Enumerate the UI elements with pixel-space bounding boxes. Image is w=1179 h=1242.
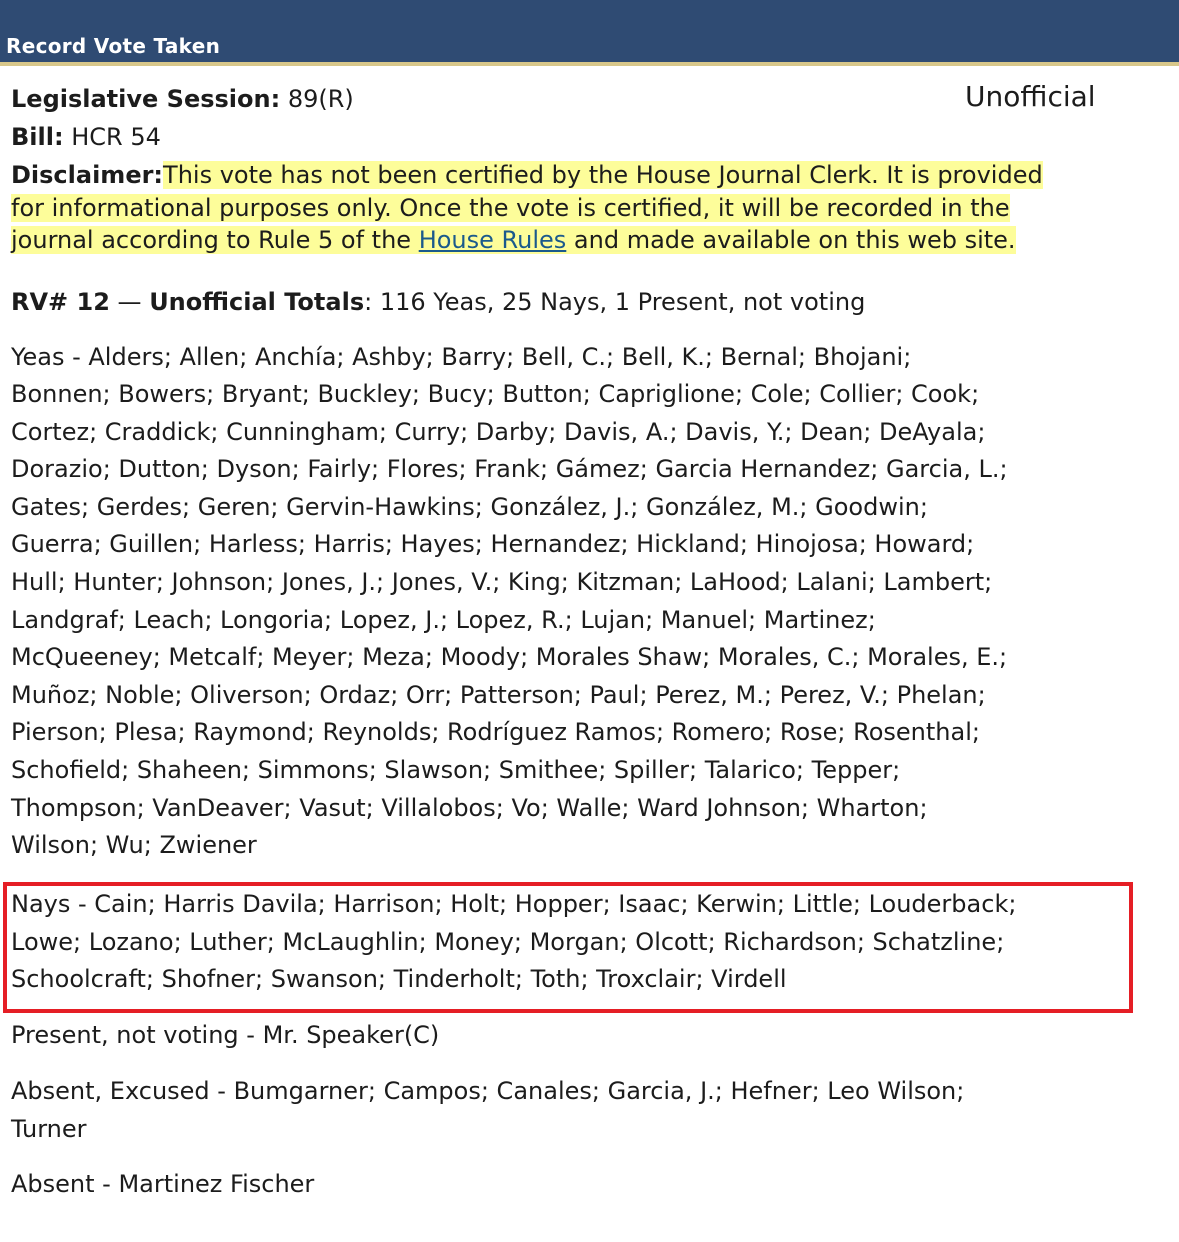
yeas-line: Wilson; Wu; Zwiener (11, 831, 257, 860)
yeas-line: Dorazio; Dutton; Dyson; Fairly; Flores; Frank; Gámez; Garcia Hernandez; Garcia, L.; (11, 455, 1008, 484)
vote-content (11, 80, 1161, 865)
session-label: Legislative Session: (11, 85, 281, 113)
yeas-line: Cortez; Craddick; Cunningham; Curry; Darby; Davis, A.; Davis, Y.; Dean; DeAyala; (11, 417, 986, 446)
disclaimer-label: Disclaimer: (11, 161, 164, 189)
header-bar (0, 0, 1179, 66)
totals-text: : 116 Yeas, 25 Nays, 1 Present, not voting (364, 287, 866, 316)
yeas-list (11, 339, 1111, 865)
disclaimer-text-4: and made available on this web site. (566, 226, 1016, 254)
yeas-line: Bonnen; Bowers; Bryant; Buckley; Bucy; Button; Capriglione; Cole; Collier; Cook; (11, 380, 980, 409)
bill-row (11, 118, 1161, 156)
status-unofficial: Unofficial (965, 80, 1096, 113)
yeas-line: McQueeney; Metcalf; Meyer; Meza; Moody; Morales Shaw; Morales, C.; Morales, E.; (11, 643, 1008, 672)
nays-line: Schoolcraft; Shofner; Swanson; Tinderholt; Toth; Troxclair; Virdell (11, 965, 787, 994)
session-row (11, 80, 1161, 118)
rv-number: RV# 12 (11, 287, 110, 316)
totals-dash: — (109, 287, 150, 316)
yeas-line: Muñoz; Noble; Oliverson; Ordaz; Orr; Patterson; Paul; Perez, M.; Perez, V.; Phelan; (11, 680, 986, 709)
header-title: Record Vote Taken (6, 34, 221, 58)
present-not-voting: Present, not voting - Mr. Speaker(C) (11, 1021, 440, 1049)
yeas-line: Pierson; Plesa; Raymond; Reynolds; Rodríguez Ramos; Romero; Rose; Rosenthal; (11, 718, 980, 747)
absent-excused-list (11, 1073, 964, 1148)
bill-value: HCR 54 (71, 123, 161, 151)
house-rules-link[interactable]: House Rules (418, 226, 567, 254)
bill-label: Bill: (11, 123, 64, 151)
disclaimer-text-2: for informational purposes only. Once the vote is certified, it will be recorded in the (11, 193, 1010, 222)
disclaimer-text-1: This vote has not been certified by the House Journal Clerk. It is provided (163, 161, 1043, 189)
yeas-line: Thompson; VanDeaver; Vasut; Villalobos; Vo; Walle; Ward Johnson; Wharton; (11, 793, 928, 822)
absent-excused-line: Turner (11, 1114, 87, 1143)
yeas-line: Guerra; Guillen; Harless; Harris; Hayes; Hernandez; Hickland; Hinojosa; Howard; (11, 530, 975, 559)
absent-list: Absent - Martinez Fischer (11, 1170, 315, 1198)
yeas-line: Schofield; Shaheen; Simmons; Slawson; Smithee; Spiller; Talarico; Tepper; (11, 756, 901, 785)
session-value: 89(R) (287, 85, 354, 113)
nays-line: Nays - Cain; Harris Davila; Harrison; Holt; Hopper; Isaac; Kerwin; Little; Louderback; (11, 890, 1017, 918)
yeas-line: Hull; Hunter; Johnson; Jones, J.; Jones, V.; King; Kitzman; LaHood; Lalani; Lambert; (11, 568, 993, 597)
nays-list (11, 886, 1016, 999)
yeas-line: Landgraf; Leach; Longoria; Lopez, J.; Lopez, R.; Lujan; Manuel; Martinez; (11, 605, 876, 634)
nays-line: Lowe; Lozano; Luther; McLaughlin; Money; Morgan; Olcott; Richardson; Schatzline; (11, 927, 1005, 956)
absent-excused-line: Absent, Excused - Bumgarner; Campos; Canales; Garcia, J.; Hefner; Leo Wilson; (11, 1077, 965, 1105)
disclaimer (11, 159, 1161, 257)
yeas-line: Gates; Gerdes; Geren; Gervin-Hawkins; González, J.; González, M.; Goodwin; (11, 492, 928, 521)
vote-totals (11, 283, 1161, 321)
yeas-line: Yeas - Alders; Allen; Anchía; Ashby; Barry; Bell, C.; Bell, K.; Bernal; Bhojani; (11, 342, 912, 371)
disclaimer-text-3: journal according to Rule 5 of the (11, 226, 419, 254)
totals-label: Unofficial Totals (149, 287, 365, 316)
